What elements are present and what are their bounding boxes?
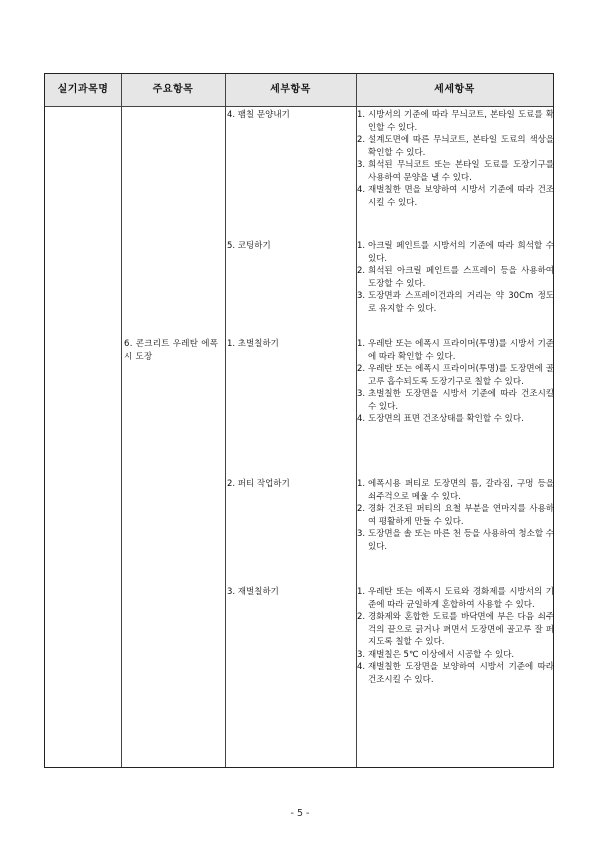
detail-item: 2. 경화제와 혼합한 도료를 바닥면에 부은 다음 쇠주걱의 끝으로 긁거나 펴면서 도장면에 골고루 잘 퍼지도록 칠할 수 있다. bbox=[357, 612, 554, 647]
sub-item: 5. 코팅하기 bbox=[227, 241, 271, 251]
sub-item: 4. 팸칠 문양내기 bbox=[227, 110, 290, 120]
main-item: 6. 콘크리트 우레탄 에폭시 도장 bbox=[124, 339, 219, 362]
column-divider bbox=[121, 74, 122, 767]
detail-item: 3. 초벌칠한 도장면을 시방서 기준에 따라 건조시킬 수 있다. bbox=[357, 389, 554, 412]
detail-item: 1. 우레탄 또는 에폭시 도료와 경화제를 시방서의 기준에 따라 균일하게 혼합하여 사용할 수 있다. bbox=[357, 587, 554, 610]
sub-item: 1. 초벌칠하기 bbox=[227, 339, 279, 349]
detail-item: 2. 경화 건조된 퍼티의 요철 부분을 연마지를 사용하여 평활하게 만들 수 있다. bbox=[357, 504, 554, 527]
detail-list bbox=[356, 478, 554, 553]
header-subject: 실기과목명 bbox=[57, 84, 109, 95]
detail-item: 4. 재벌칠한 면을 보양하여 시방서 기준에 따라 건조시킬 수 있다. bbox=[357, 185, 554, 208]
detail-list bbox=[356, 240, 554, 315]
detail-item: 2. 우레탄 또는 에폭시 프라이머(투명)를 도장면에 골고루 흡수되도록 도장기구로 칠할 수 있다. bbox=[357, 364, 554, 387]
detail-item: 1. 시방서의 기준에 따라 무늬코트, 본타일 도료를 확인할 수 있다. bbox=[357, 110, 554, 133]
detail-list bbox=[356, 109, 554, 209]
header-sub-item: 세부항목 bbox=[270, 84, 311, 95]
sub-item: 3. 재벌칠하기 bbox=[227, 587, 279, 597]
detail-item: 2. 설계도면에 따른 무늬코트, 본타일 도료의 색상을 확인할 수 있다. bbox=[357, 135, 554, 158]
detail-item: 1. 에폭시용 퍼티로 도장면의 틈, 갈라짐, 구멍 등을 쇠주걱으로 메울 수 있다. bbox=[357, 479, 554, 502]
detail-item: 3. 도장면과 스프레이건과의 거리는 약 30Cm 정도로 유지할 수 있다. bbox=[357, 291, 554, 314]
header-detail-item: 세세항목 bbox=[434, 84, 475, 95]
detail-list bbox=[356, 338, 554, 426]
column-divider bbox=[225, 74, 226, 767]
detail-item: 3. 재벌칠은 5℃ 이상에서 시공할 수 있다. bbox=[357, 649, 515, 660]
header-main-item: 주요항목 bbox=[152, 84, 194, 95]
detail-item: 3. 희석된 무늬코트 또는 본타일 도료를 도장기구를 사용하여 문양을 낼 수 있다. bbox=[357, 160, 554, 183]
detail-item: 4. 도장면의 표면 건조상태를 확인할 수 있다. bbox=[357, 414, 524, 424]
detail-item: 4. 재벌칠한 도장면을 보양하여 시방서 기준에 따라 건조시킬 수 있다. bbox=[357, 662, 554, 685]
page-number: - 5 - bbox=[290, 808, 310, 819]
detail-item: 2. 희석된 아크릴 페인트를 스프레이 등을 사용하여 도장할 수 있다. bbox=[357, 266, 554, 289]
competency-table bbox=[44, 73, 554, 768]
sub-item: 2. 퍼티 작업하기 bbox=[227, 479, 290, 489]
detail-item: 1. 우레탄 또는 에폭시 프라이머(투명)를 시방서 기준에 따라 확인할 수 있다. bbox=[357, 339, 554, 362]
detail-list bbox=[356, 586, 554, 686]
detail-item: 1. 아크릴 페인트를 시방서의 기준에 따라 희석할 수 있다. bbox=[357, 241, 554, 264]
detail-item: 3. 도장면을 솔 또는 마른 천 등을 사용하여 청소할 수 있다. bbox=[357, 529, 554, 552]
